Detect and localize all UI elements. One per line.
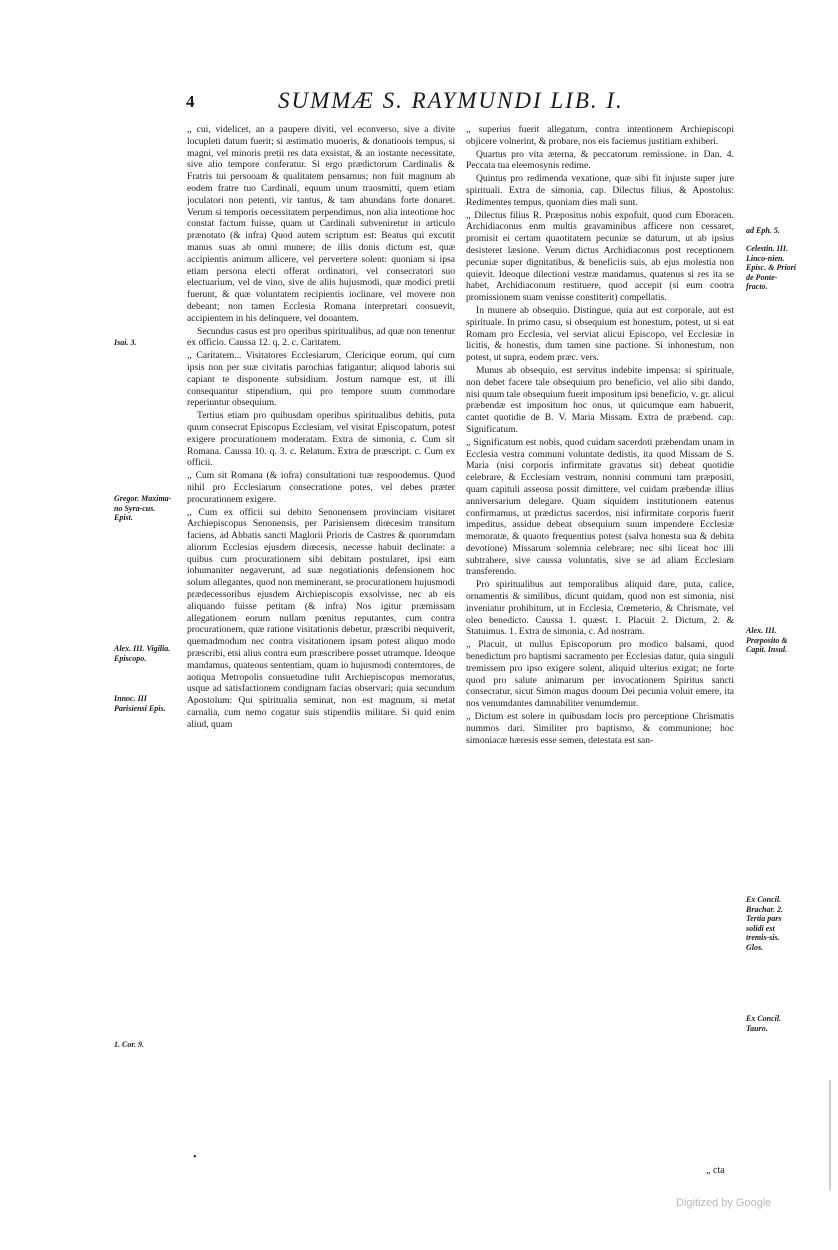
paragraph-dilectus: ,, Dilectus filius R. Præpositus nobis expofuit, quod cum Eboracen. Archidiaconus enm multis gravaminibus afficere non cessaret, promisit ei certam quaotitatem pecuniæ se daturum, ut ab ipsius desisteret læsione. Verum dictus Archidiaconus post receptionem pecuniæ super dignitatibus, & beneficiis suis, ab ejus molestia non quievit. Ideoque dilectioni vestræ mandamus, quatenus si res ita se habet, Archidiaconum restituere, quod accepit (si eum cootra promissionem suam venisse constiterit) compellatis.	[466, 210, 734, 304]
margin-note-isaiah: Isai. 3.	[114, 338, 137, 347]
paragraph: Quintus pro redimenda vexatione, quæ sibi fit injuste super jure spirituali. Extra de simonia, cap. Dilectus filius, & Apostolus: Redimentes tempus, quoniam dies mali sunt.	[466, 173, 734, 208]
margin-note-alex-iii-praeposito: Alex. III. Præposito & Capit. Insul.	[746, 626, 788, 654]
page-number: 4	[186, 92, 195, 111]
margin-note-ephesians: ad Eph. 5.	[746, 226, 780, 235]
margin-note-concil-tauro: Ex Concil. Tauro.	[746, 1014, 782, 1033]
paragraph: Secundus casus est pro operibus spiritualibus, ad quæ non tenentur ex officio. Caussa 12. q. 2. c. Caritatem.	[187, 325, 455, 349]
left-text-column	[187, 124, 455, 732]
paragraph: Pro spiritualibus aut temporalibus aliquid dare, puta, calice, ornamentis & similibus, dicunt quidam, quod non est simonia, nisi inveniatur prohibitum, ut in Ecclesia, Cœmeterio, & Chrismate, vel oleo benedicto. Caussa 1. quæst. 1. Placuit 2. Dictum, 2. & Statuimus. 1. Extra de simonia, c. Ad nostram.	[466, 579, 734, 638]
paragraph: Quartus pro vita æterna, & peccatorum remissione. in Dan. 4. Peccata tua eleemosynis redime.	[466, 148, 734, 172]
paragraph-placuit: ,, Placuit, ut nullus Episcoporum pro modico balsami, quod benedictum pro baptismi sacramento per Ecclesias datur, quia singuli tremissem pro ipso exigere solent, aliquid ulterius exigat; ne forte quod pro salute animarum per invocationem Spiritus sancti consecratur, sicut Simon magus dooum Dei pecunia voluit emere, ita nos venumdantes damnabiliter venumdemur.	[466, 639, 734, 710]
right-text-column	[466, 124, 734, 747]
margin-note-concil-brachar: Ex Concil. Brachar. 2. Tertia pars solidi est tremis-sis. Glos.	[746, 895, 784, 952]
paragraph-caritatem: ,, Caritatem... Visitatores Ecclesiarum, Clericique eorum, qui cum ipsis non per suæ civitatis parochias fatigantur; aliquod laboris sui capiant te disponente subsidium. Jostum namque est, ut illi consequantur stipendium, qui pro tempore suum commodare reperiuntur obsequium.	[187, 350, 455, 409]
margin-note-alex-iii: Alex. III. Vigilia. Episcopo.	[114, 644, 171, 663]
paragraph: Munus ab obsequio, est servitus indebite impensa: si spirituale, non debet facere tale obsequium pro beneficio, vel alio sibi dando, nisi quum tale obsequium fuerit impositum ipsi beneficio, v. gr. alicui præbendæ est impositum hoc onus, ut quicumque eam habuerit, cantet quotidie de B. V. Maria Missam. Extra de præbend. cap. Significatum.	[466, 364, 734, 435]
margin-note-corinthians: 1. Cor. 9.	[114, 1040, 145, 1049]
watermark: Digitized by Google	[676, 1197, 772, 1209]
paragraph-cum-ex-officii: ,, Cum ex officii sui debito Senonensem provinciam visitaret Archiepiscopus Senonensis, per Parisiensem diœcesim transitum faciens, ad Abbatis sancti Maglorii Prioris de Castres & quorumdam aliorum Ecclesias ejusdem diœcesis, necesse habuit declinate: a quibus cum procurationem sibi debitam postularet, ipsi eam iohumaniter negaverunt, ad suæ negotiationis defensionem hoc solum allegantes, quod non meminerant, se procurationem hujusmodi prædecessoribus ejusdem Archiepiscopis exsolvisse, nec ab eis aliquando fuisse petitam (& infra) Nos igitur præmissam allegationem eorum nullam pœnitus reputantes, cum contra procurationem, quæ ratione visitationis debetur, præscribi nequiverit, quemadmodum nec contra visitationem ipsam potest aliquo modo præscribi, etsi alius contra eum præscribere posset utramque. Ideoque mandamus, quateous sententiam, quam io hujusmodi contemtores, de aotiqua Metropolis consuetudine tulit Archiepiscopus memoratus, usque ad satisfactionem condignam facias observari; quia secundum Apostolum: Qui spiritualia seminat, non est magnum, si metat carnalia, cum nemo cogatur suis stipendiis militare. Si quid enim aliud, quam	[187, 507, 455, 731]
footer-mark: •	[193, 1152, 197, 1163]
running-title: SUMMÆ S. RAYMUNDI LIB. I.	[278, 88, 624, 113]
margin-note-gregor: Gregor. Maxima-no Syra-cus. Epist.	[114, 494, 172, 522]
paragraph-significatum: ,, Significatum est nobis, quod cuidam sacerdoti præbendam unam in Ecclesia vestra communi voluntate dedistis, ita quod Missam de S. Maria (nisi corporis infirmitate gravatus sit) debeat quotidie celebrare, & Ecclesiam vestram, nonnisi communi tam præpositi, quam capituli asseosu possit dimittere, vel cuidam præbendæ illius anniversarium delegare. Quam siquidem institutionem eatenus confirmamus, ut prædictus sacerdos, nisi infirmitate corporis fuerit impeditus, assidue debeat obsequium suum impendere Ecclesiæ memoratæ, & quaoto frequentius potest (salva honesta sua & debita devotione) Missarum solemnia celebrare; nec sibi liceat hoc illi subtrahere, sive caussa voluntatis, sive se ad aliam Ecclesiam transferendo.	[466, 437, 734, 579]
paragraph: Tertius etiam pro quibusdam operibus spiritualibus debitis, puta quum consecrat Episcopus Ecclesiam, vel visitat Episcopatum, potest exigere procurationem moderatam. Extra de simonia, c. Cum sit Romana. Caussa 10. q. 3. c. Relatum. Extra de præscript. c. Cum ex officii.	[187, 410, 455, 469]
margin-note-celestin: Celestin. III. Linco-nien. Episc. & Priori de Ponte-fracto.	[746, 244, 797, 291]
paragraph-dictum: ,, Dictum est solere in quibusdam locis pro perceptione Chrismatis nummos dari. Similiter pro baptismo, & communione; hoc simoniacæ hæresis esse semen, detestata est san-	[466, 711, 734, 746]
page-edge-shadow	[829, 1080, 831, 1190]
paragraph: In munere ab obsequio. Distingue, quia aut est corporale, aut est spirituale. In primo casu, si obsequium est honestum, potest, ut si eat Romam pro Ecclesia, vel serviat alicui Episcopo, vel Ecclesiæ in licitis, & honestis, dum tamen sine pactione. Si inhonestum, non potest, ut supra, eodem præc. vers.	[466, 304, 734, 364]
paragraph: ,, superius fuerit allegatum, contra intentionem Archiepiscopi objicere volnerint, & probare, nos eis faciemus justitiam exhiberi.	[466, 124, 734, 148]
margin-note-innoc-iii: Innoc. III Parisiensi Epis.	[114, 694, 166, 713]
paragraph: ,, cui, videlicet, an a paupere diviti, vel econverso, sive a divite locupleti datum fuerit; si æstimatio muoeris, & donatioois tempus, si magni, vel minoris pretii res data exsistat, & an iostante necessitate, sive alio tempore conferatur. Si ergo prædictorum Cardinalis & Fratris tui persooam & qualitatem pensamus; non fuit magnum ab eodem fratre tuo Cardinali, equum unum traosmitti, quem etiam joculatori non petenti, vir tantus, & tam abundans forte donaret. Verum si temporis oecessitatem perpendimus, non alia inteotione hoc constat factum fuisse, quam ut Cardinali subveniretur in articulo prænotato (& infra) Quod autem scriptum est: Beatus qui excutit manus suas ab omni munere; de illis donis dictum est, quæ accipientis animum allicere, vel pervertere solent: quoniam si ipsa etiam persona electi offerat ordinatori, vel consecratori suo electuarium, vel de vino, sive de aliis hujusmodi, quæ modici pretii fuerunt, & quæ voluntatem recipientis ioclinare, vel movere non debeant; non tamen Ecclesia Romana interpretari coosuevit, accipientem in his delinquere, vel dooantem.	[187, 124, 455, 325]
catchword: „ cta	[706, 1165, 725, 1176]
paragraph-cum-sit-romana: ,, Cum sit Romana (& iofra) consultationi tuæ respoodemus. Quod nihil pro Ecclesiarum consecratione potes, vel debes præter procurationem exigere.	[187, 470, 455, 505]
